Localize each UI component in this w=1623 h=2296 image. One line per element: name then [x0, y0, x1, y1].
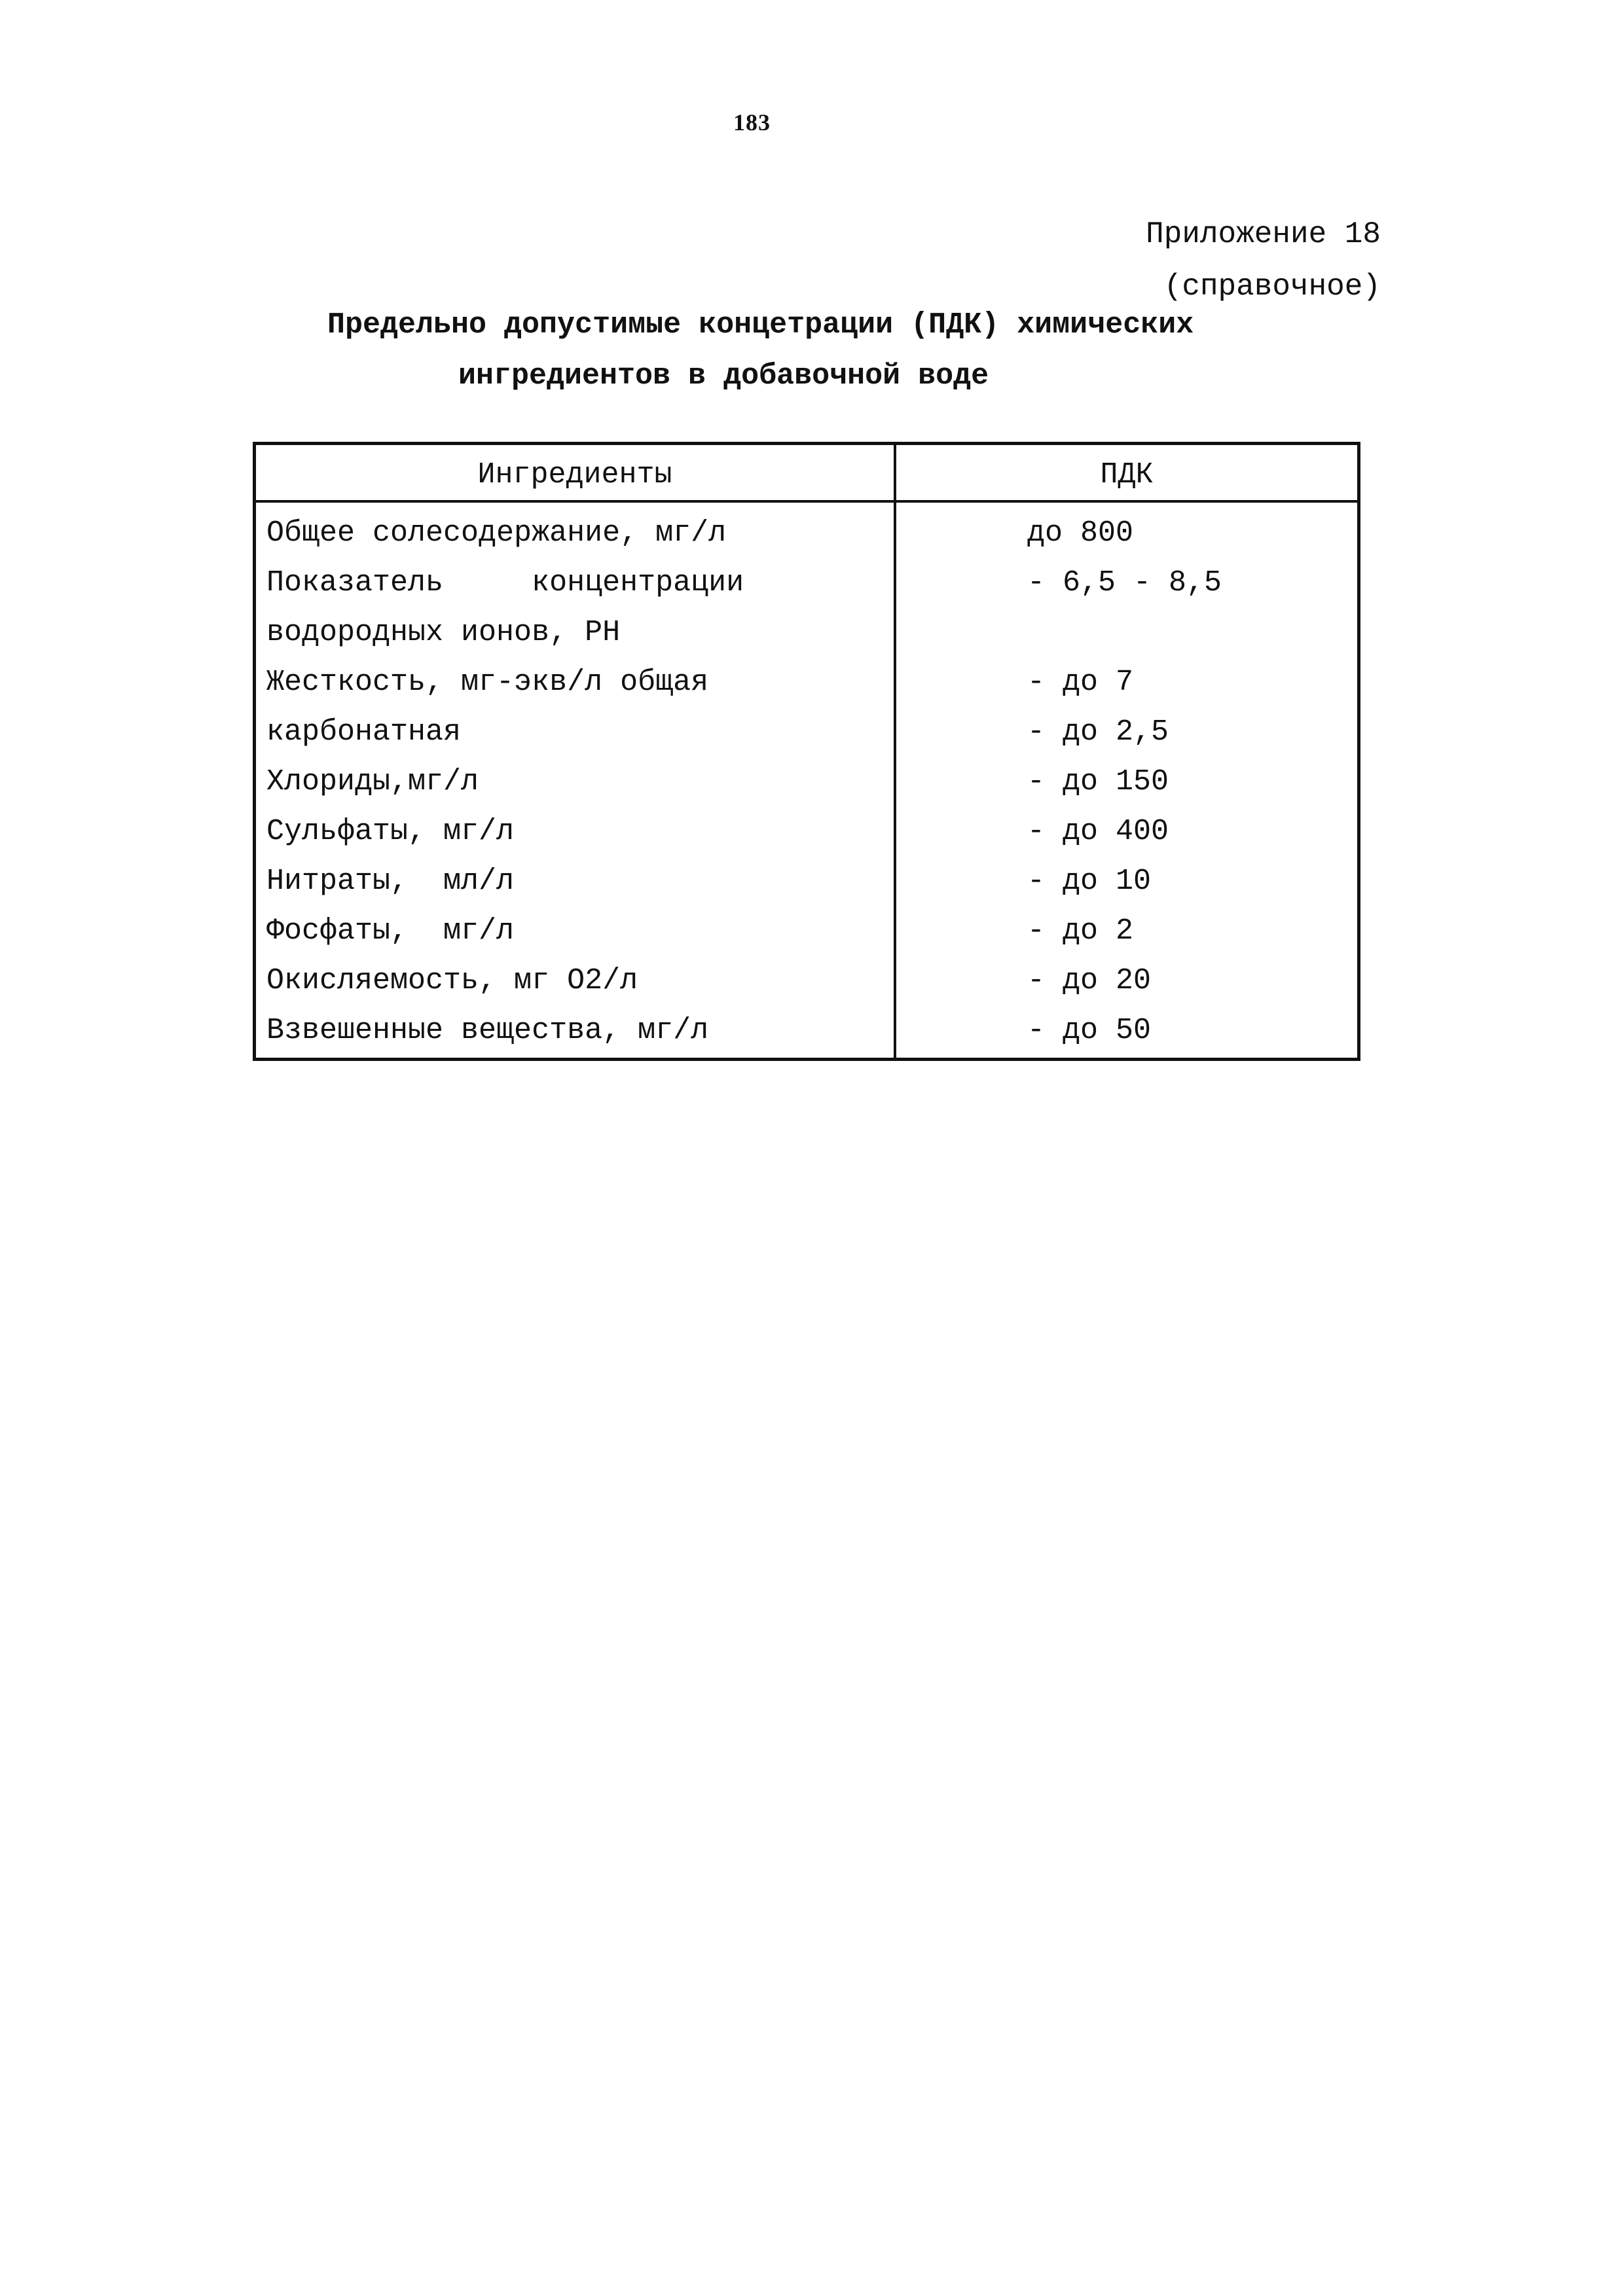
table-row: [255, 501, 1359, 558]
table-row: [255, 806, 1359, 856]
table-row: [255, 906, 1359, 956]
pdk-table: [253, 442, 1360, 1061]
pdk-cell: - до 150: [1027, 764, 1169, 798]
table-row: [255, 657, 1359, 707]
ingredient-cell: Сульфаты, мг/л: [255, 806, 896, 856]
title-line-1: Предельно допустимые концетрации (ПДК) химических: [327, 308, 1194, 342]
pdk-cell: до 800: [1027, 516, 1134, 550]
pdk-cell: - до 50: [1027, 1013, 1152, 1047]
ingredient-cell: Хлориды,мг/л: [255, 757, 896, 806]
ingredient-cell: Окисляемость, мг О2/л: [255, 956, 896, 1005]
pdk-cell: - до 10: [1027, 864, 1152, 898]
title-line-2: ингредиентов в добавочной воде: [458, 359, 989, 393]
table-row: [255, 856, 1359, 906]
page-number: 183: [733, 109, 771, 135]
table-row: [255, 757, 1359, 806]
ingredient-cell: Общее солесодержание, мг/л: [255, 501, 896, 558]
ingredient-cell: Нитраты, мл/л: [255, 856, 896, 906]
table-row: [255, 607, 1359, 657]
table-row: [255, 558, 1359, 607]
table-row: [255, 707, 1359, 757]
pdk-cell: - до 2: [1027, 914, 1134, 948]
ingredient-cell: Жесткость, мг-экв/л общая: [255, 657, 896, 707]
ingredient-cell: Взвешенные вещества, мг/л: [255, 1005, 896, 1060]
pdk-cell: - 6,5 - 8,5: [1027, 565, 1222, 600]
table-row: [255, 956, 1359, 1005]
table-row: [255, 1005, 1359, 1060]
ingredient-cell: Фосфаты, мг/л: [255, 906, 896, 956]
appendix-label: Приложение 18: [1146, 217, 1381, 251]
appendix-type: (справочное): [1163, 270, 1381, 304]
ingredient-cell: Показатель концентрации: [255, 558, 896, 607]
ingredient-cell: водородных ионов, РН: [255, 607, 896, 657]
header-pdk: ПДК: [895, 444, 1359, 502]
pdk-cell: [895, 607, 1359, 657]
document-title: [262, 300, 1309, 402]
header-ingredients: Ингредиенты: [255, 444, 896, 502]
table-header-row: [255, 444, 1359, 502]
ingredient-cell: карбонатная: [255, 707, 896, 757]
pdk-cell: - до 20: [1027, 963, 1152, 997]
pdk-cell: - до 7: [1027, 665, 1134, 699]
pdk-cell: - до 2,5: [1027, 715, 1169, 749]
appendix-header: [988, 208, 1381, 313]
pdk-cell: - до 400: [1027, 814, 1169, 848]
